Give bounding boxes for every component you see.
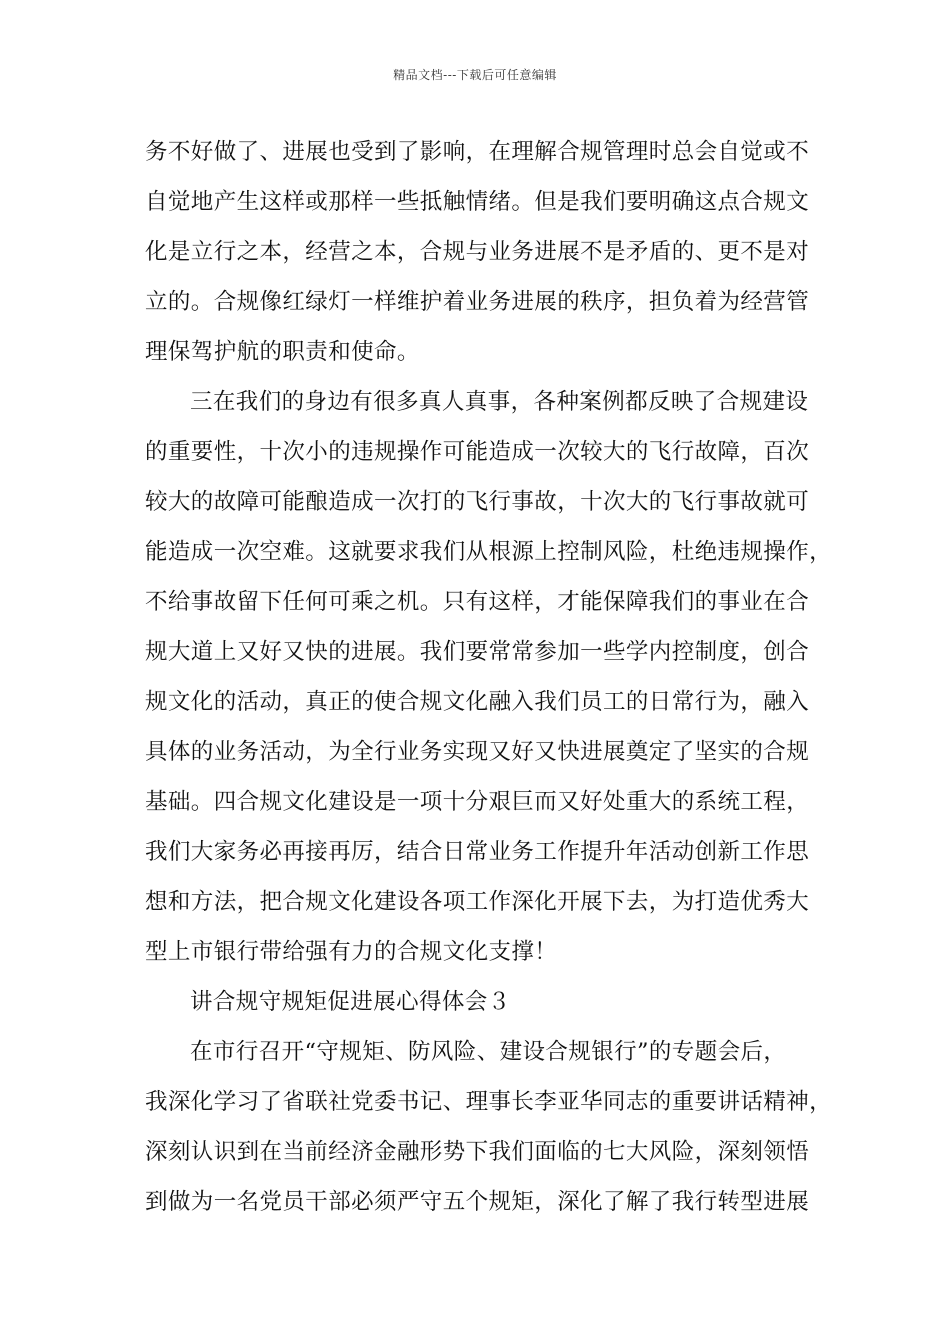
text-line: 务不好做了、进展也受到了影响，在理解合规管理时总会自觉或不: [145, 139, 810, 165]
text-line: 能造成一次空难。这就要求我们从根源上控制风险，杜绝违规操作，: [145, 539, 833, 565]
text-line: 立的。合规像红绿灯一样维护着业务进展的秩序，担负着为经营管: [145, 289, 810, 315]
text-line: 规大道上又好又快的进展。我们要常常参加一些学内控制度，创合: [145, 639, 810, 665]
text-line: 我深化学习了省联社党委书记、理事长李亚华同志的重要讲话精神，: [145, 1089, 833, 1115]
text-line: 规文化的活动，真正的使合规文化融入我们员工的日常行为，融入: [145, 689, 810, 715]
text-line: 较大的故障可能酿造成一次打的飞行事故，十次大的飞行事故就可: [145, 489, 810, 515]
section-heading: 讲合规守规矩促进展心得体会３: [190, 989, 511, 1015]
text-line: 不给事故留下任何可乘之机。只有这样，才能保障我们的事业在合: [145, 589, 810, 615]
text-line: 想和方法，把合规文化建设各项工作深化开展下去，为打造优秀大: [145, 889, 810, 915]
paragraph-first-line: 在市行召开“守规矩、防风险、建设合规银行”的专题会后，: [190, 1039, 787, 1065]
text-line: 基础。四合规文化建设是一项十分艰巨而又好处重大的系统工程，: [145, 789, 810, 815]
text-line: 具体的业务活动，为全行业务实现又好又快进展奠定了坚实的合规: [145, 739, 810, 765]
text-line: 到做为一名党员干部必须严守五个规矩，深化了解了我行转型进展: [145, 1189, 810, 1215]
text-line: 我们大家务必再接再厉，结合日常业务工作提升年活动创新工作思: [145, 839, 810, 865]
text-line: 化是立行之本，经营之本，合规与业务进展不是矛盾的、更不是对: [145, 239, 810, 265]
text-line: 理保驾护航的职责和使命。: [145, 339, 420, 365]
text-line: 的重要性，十次小的违规操作可能造成一次较大的飞行故障，百次: [145, 439, 810, 465]
text-line: 深刻认识到在当前经济金融形势下我们面临的七大风险，深刻领悟: [145, 1139, 810, 1165]
text-line: 自觉地产生这样或那样一些抵触情绪。但是我们要明确这点合规文: [145, 189, 810, 215]
page-header: 精品文档---下载后可任意编辑: [393, 68, 557, 82]
paragraph-first-line: 三在我们的身边有很多真人真事，各种案例都反映了合规建设: [190, 389, 809, 415]
text-line: 型上市银行带给强有力的合规文化支撑！: [145, 939, 558, 965]
